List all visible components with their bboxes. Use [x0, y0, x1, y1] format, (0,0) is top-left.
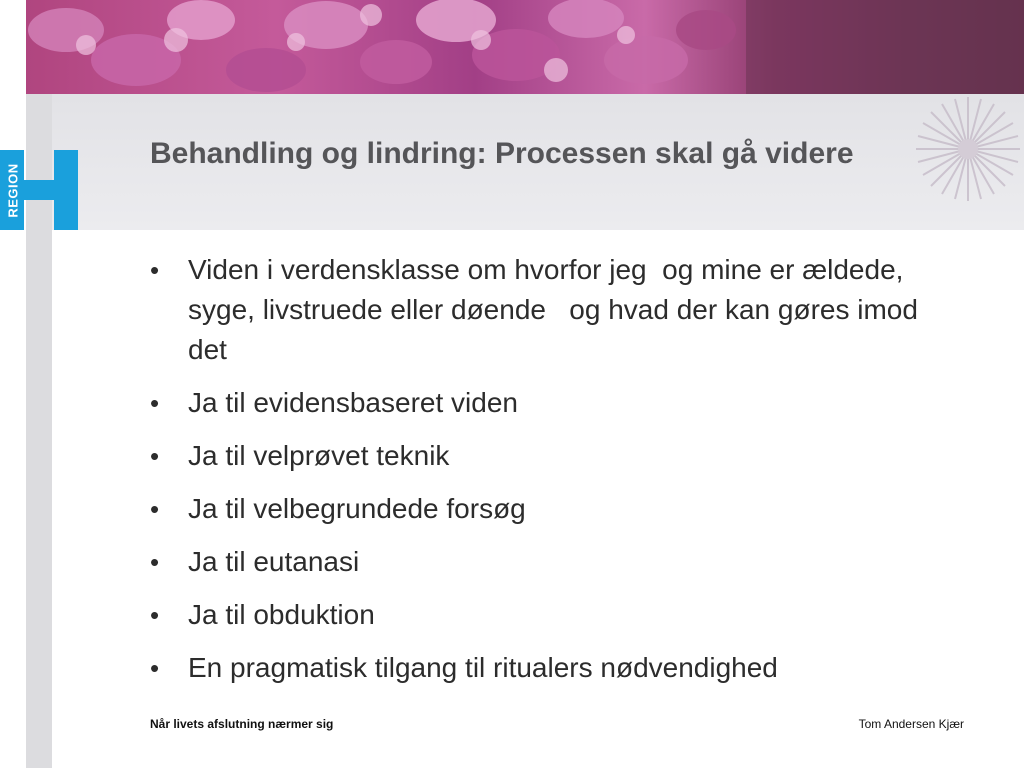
- floral-banner: [26, 0, 1024, 94]
- bullet-item: [150, 648, 950, 688]
- bullet-dot: •: [150, 494, 160, 524]
- bullet-text: Ja til evidensbaseret viden: [188, 387, 518, 418]
- bullet-text: En pragmatisk tilgang til ritualers nødvendighed: [188, 652, 778, 683]
- bullet-dot: •: [150, 653, 160, 683]
- bullet-item: [150, 489, 950, 529]
- bullet-text: Ja til velbegrundede forsøg: [188, 493, 526, 524]
- region-logo-text-box: [1, 150, 25, 230]
- bullet-dot: •: [150, 547, 160, 577]
- bullet-dot: •: [150, 441, 160, 471]
- footer-author: Tom Andersen Kjær: [858, 717, 964, 731]
- bullet-dot: •: [150, 388, 160, 418]
- bullet-text: Ja til obduktion: [188, 599, 375, 630]
- footer-presentation-title: Når livets afslutning nærmer sig: [150, 717, 334, 731]
- bullet-text: Viden i verdensklasse om hvorfor jeg og mine er ældede, syge, livstruede eller døende og hvad der kan gøres imod det: [188, 254, 926, 365]
- bullet-item: [150, 542, 950, 582]
- bullet-item: [150, 383, 950, 423]
- bullet-list: [150, 250, 950, 701]
- bullet-text: Ja til eutanasi: [188, 546, 360, 577]
- lilac-flowers-image: [26, 0, 1024, 94]
- bullet-dot: •: [150, 255, 160, 285]
- bullet-item: [150, 436, 950, 476]
- bullet-text: Ja til velprøvet teknik: [188, 440, 450, 471]
- bullet-item: [150, 250, 950, 370]
- bullet-dot: •: [150, 600, 160, 630]
- region-logo-text: REGION: [5, 162, 21, 218]
- slide-title: Behandling og lindring: Processen skal gå videre: [150, 137, 854, 170]
- bullet-item: [150, 595, 950, 635]
